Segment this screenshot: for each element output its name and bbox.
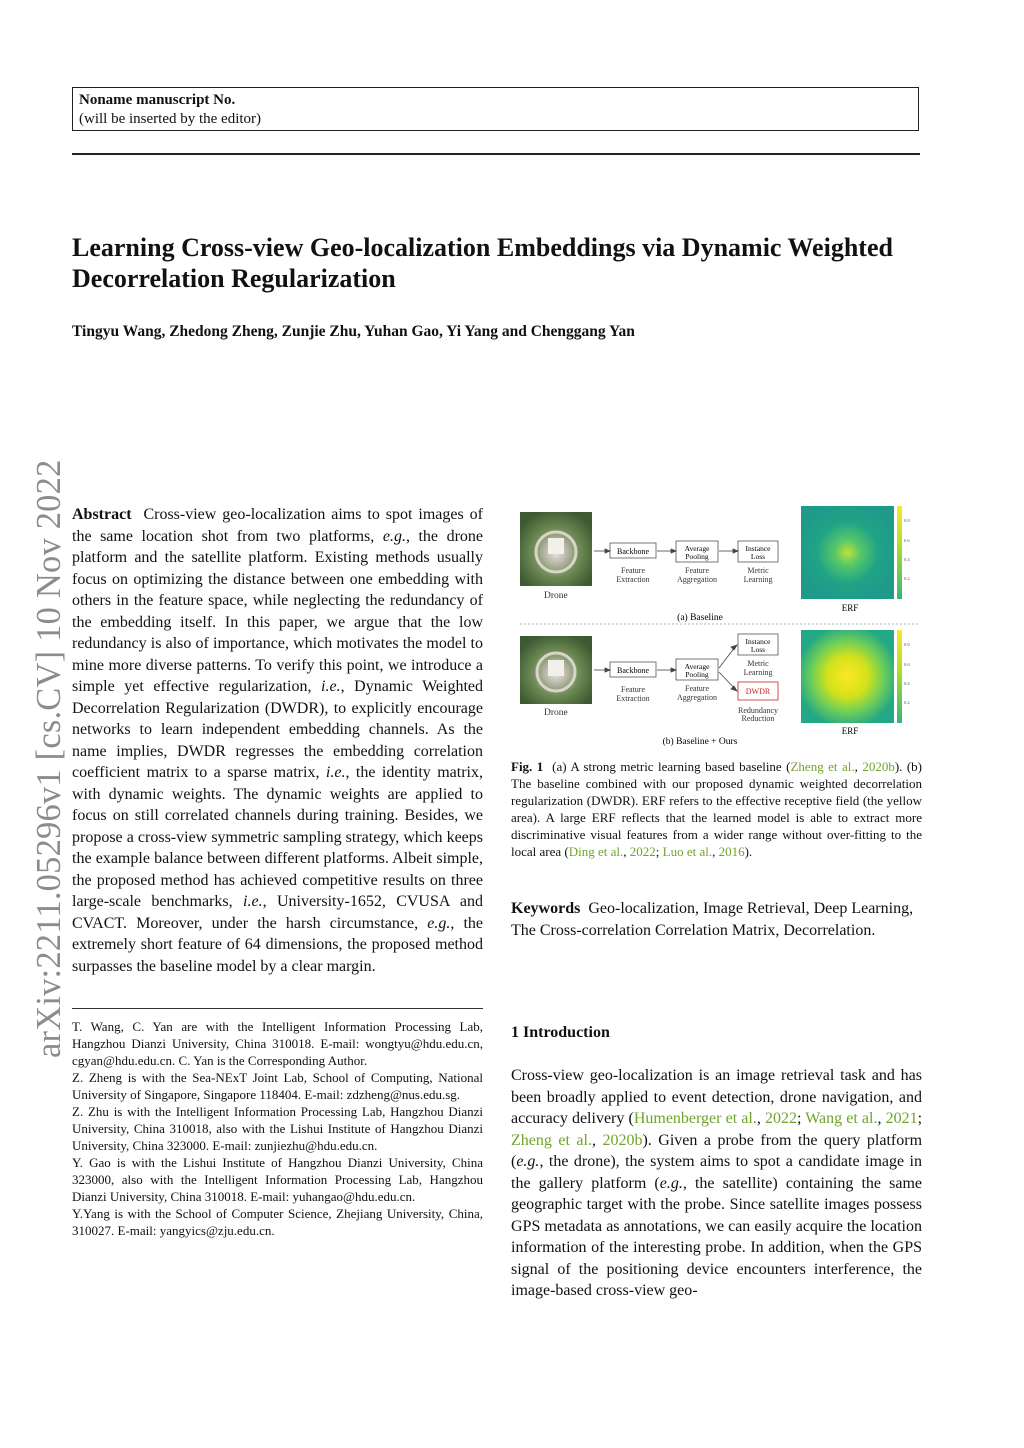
intro-text: , the drone), the system aims to spot a candidate image in the gallery platform ( [511, 1153, 922, 1192]
figure-caption [511, 758, 922, 860]
caption-text: , [712, 844, 719, 859]
abstract-italic: e.g. [427, 914, 451, 932]
avg-pool-label: Average [684, 544, 710, 553]
footnote: T. Wang, C. Yan are with the Intelligent Information Processing Lab, Hangzhou Dianzi University, China 310018. E-mail: wongtyu@hdu.edu.cn, cgyan@hdu.edu.cn. C. Yan is the Corresponding Author. [72, 1019, 483, 1068]
erf-map-b [801, 630, 894, 723]
editor-note: (will be inserted by the editor) [79, 111, 262, 127]
avg-pool-label: Pooling [685, 552, 709, 561]
instance-loss-label: Instance [745, 637, 771, 646]
introduction-text [511, 1065, 922, 1302]
abstract-text: , the drone platform and the satellite platform. Existing methods usually focus on optimizing the distance between one embedding with others in the feature space, while neglecting the redundancy of the embedding itself. In this paper, we argue that the low redundancy is also of importance, which motivates the model to mine more diverse patterns. To verify this point, we introduce a simple yet effective regularization, [72, 527, 484, 695]
metric-learning-label: Learning [743, 668, 773, 677]
erf-label-b: ERF [841, 726, 859, 736]
dwdr-label: DWDR [745, 687, 771, 696]
abstract-text: , the extremely short feature of 64 dimensions, the proposed method surpasses the baseline model by a clear margin. [72, 914, 484, 975]
feature-agg-label: Aggregation [677, 575, 717, 584]
intro-text: , the satellite) containing the same geographic target with the probe. Since satellite images possess GPS metadata as annotations, we can easily acquire the location information of the interesting probe. In addition, when the GPS signal of the positioning device encounters interference, the image-based cross-view geo- [511, 1174, 923, 1299]
footnote: Z. Zheng is with the Sea-NExT Joint Lab, School of Computing, National University of Singapore, Singapore 118404. E-mail: zdzheng@nus.edu.sg. [72, 1070, 483, 1102]
arxiv-stamp: arXiv:2211.05296v1 [cs.CV] 10 Nov 2022 [30, 459, 68, 1058]
caption-text: ; [655, 844, 663, 859]
backbone-label-b: Backbone [617, 666, 649, 675]
caption-text: ). (b) The baseline combined with our proposed dynamic weighted decorrelation regularization (DWDR). ERF refers to the effective receptive field (the yellow area). A large ERF reflects that the learned model is able to extract more discriminative visual features from a wider range without over-fitting to the local area ( [511, 759, 922, 859]
subcaption-a: (a) Baseline [677, 613, 723, 623]
intro-text: , [591, 1131, 603, 1149]
redundancy-label: Redundancy [738, 706, 778, 715]
abstract-italic: i.e. [243, 893, 263, 910]
footnote-rule [72, 1008, 483, 1009]
citation-link[interactable]: Zheng et al. [790, 759, 855, 774]
feature-extraction-label: Extraction [616, 694, 650, 703]
colorbar-tick: 0.6 [904, 662, 910, 667]
feature-extraction-label: Feature [621, 566, 645, 575]
abstract-italic: e.g. [382, 527, 406, 545]
colorbar-tick: 0.4 [904, 557, 910, 562]
abstract [72, 504, 483, 977]
intro-text: ; [917, 1110, 923, 1127]
footnote: Y.Yang is with the School of Computer Science, Zhejiang University, China, 310027. E-mail: yangyics@zju.edu.cn. [72, 1206, 483, 1238]
instance-loss-label: Loss [750, 645, 766, 654]
abstract-text: , University-1652, CVUSA and CVACT. Moreover, under the harsh circumstance, [72, 893, 484, 932]
abstract-label: Abstract [72, 506, 132, 523]
citation-link[interactable]: 2021 [885, 1110, 918, 1127]
colorbar-a [897, 506, 902, 599]
erf-label-a: ERF [841, 603, 859, 613]
feature-agg-label: Feature [685, 684, 709, 693]
metric-learning-label: Metric [747, 566, 769, 575]
instance-loss-label: Loss [750, 552, 766, 561]
citation-link[interactable]: Humenberger et al. [633, 1110, 757, 1127]
colorbar-tick: 0.8 [904, 518, 910, 523]
instance-loss-label: Instance [745, 544, 771, 553]
intro-text: ; [796, 1110, 806, 1127]
paper-title: Learning Cross-view Geo-localization Embeddings via Dynamic Weighted Decorrelation Regularization [72, 233, 893, 293]
footnote: Z. Zhu is with the Intelligent Information Processing Lab, Hangzhou Dianzi University, China 310018, also with the Lishui Institute of Hangzhou Dianzi University, China 323000. E-mail: zunjiezhu@hdu.edu.cn. [72, 1104, 483, 1153]
colorbar-tick: 0.2 [904, 700, 910, 705]
drone-label-a: Drone [544, 591, 568, 601]
avg-pool-label: Average [684, 662, 710, 671]
abstract-italic: i.e. [325, 764, 346, 781]
intro-italic: e.g. [516, 1153, 540, 1170]
metric-learning-label: Learning [743, 575, 773, 584]
colorbar-tick: 0.4 [904, 681, 910, 686]
feature-extraction-label: Extraction [616, 575, 650, 584]
abstract-text: , Dynamic Weighted Decorrelation Regularization (DWDR), to explicitly encourage networks to learn independent embedding channels. As the name implies, DWDR regresses the embedding correlation coefficient matrix to a sparse matrix, [72, 678, 484, 781]
intro-text: ). Given a probe from the query platform ( [511, 1131, 923, 1170]
feature-extraction-label: Feature [621, 685, 645, 694]
abstract-italic: i.e. [321, 678, 341, 695]
caption-label: Fig. 1 [511, 759, 544, 774]
redundancy-label: Reduction [741, 714, 775, 723]
citation-link[interactable]: Ding et al. [568, 844, 624, 859]
drone-image-b [520, 636, 592, 704]
citation-link[interactable]: 2020b [602, 1131, 643, 1149]
erf-map-a [801, 506, 894, 599]
metric-learning-label: Metric [747, 659, 769, 668]
caption-text: (a) A strong metric learning based baseline ( [552, 759, 791, 774]
keywords [511, 898, 922, 941]
section-heading: 1 Introduction [511, 1024, 610, 1041]
author-list: Tingyu Wang, Zhedong Zheng, Zunjie Zhu, Yuhan Gao, Yi Yang and Chenggang Yan [72, 323, 635, 340]
header-rule [72, 153, 920, 155]
manuscript-label: Noname manuscript No. [79, 92, 236, 108]
citation-link[interactable]: 2022 [764, 1110, 797, 1127]
backbone-label-a: Backbone [617, 547, 649, 556]
feature-agg-label: Feature [685, 566, 709, 575]
citation-link[interactable]: 2020b [862, 759, 895, 774]
colorbar-b [897, 630, 902, 723]
citation-link[interactable]: 2016 [718, 844, 745, 859]
abstract-text: , the identity matrix, with dynamic weights. The dynamic weights are applied to focus on still correlated channels during training. Besides, we propose a cross-view symmetric sampling strategy, which keeps the example balance between different platforms. Albeit simple, the proposed method has achieved competitive results on three large-scale benchmarks, [72, 764, 483, 910]
intro-text: , [756, 1110, 765, 1127]
intro-text: Cross-view geo-localization is an image retrieval task and has been broadly applied to event detection, drone navigation, and accuracy delivery ( [511, 1067, 922, 1127]
colorbar-tick: 0.6 [904, 538, 910, 543]
drone-label-b: Drone [544, 708, 568, 718]
citation-link[interactable]: Wang et al. [805, 1110, 878, 1127]
keywords-label: Keywords [511, 900, 581, 917]
caption-text: , [623, 844, 630, 859]
citation-link[interactable]: Luo et al. [662, 844, 713, 859]
affiliation-footnotes [72, 1018, 483, 1239]
footnote: Y. Gao is with the Lishui Institute of Hangzhou Dianzi University, China 323000, also with the Intelligent Information Processing Lab, Hangzhou Dianzi University, China 310018. E-mail: yuhangao@hdu.edu.cn. [72, 1155, 483, 1204]
figure-1 [516, 500, 922, 752]
citation-link[interactable]: Zheng et al. [511, 1131, 592, 1149]
keywords-text: Geo-localization, Image Retrieval, Deep Learning, The Cross-correlation Correlation Matrix, Decorrelation. [511, 900, 914, 939]
colorbar-tick: 0.2 [904, 576, 910, 581]
intro-text: , [877, 1110, 886, 1127]
caption-text: ). [744, 844, 753, 859]
caption-text: , [854, 759, 863, 774]
editor-box [72, 87, 919, 131]
citation-link[interactable]: 2022 [629, 844, 656, 859]
intro-italic: e.g. [659, 1174, 683, 1192]
subcaption-b: (b) Baseline + Ours [662, 737, 738, 747]
abstract-text: Cross-view geo-localization aims to spot images of the same location shot from two platforms, [72, 506, 484, 545]
feature-agg-label: Aggregation [677, 693, 717, 702]
drone-image-a [520, 512, 592, 586]
colorbar-tick: 0.8 [904, 642, 910, 647]
avg-pool-label: Pooling [685, 670, 709, 679]
